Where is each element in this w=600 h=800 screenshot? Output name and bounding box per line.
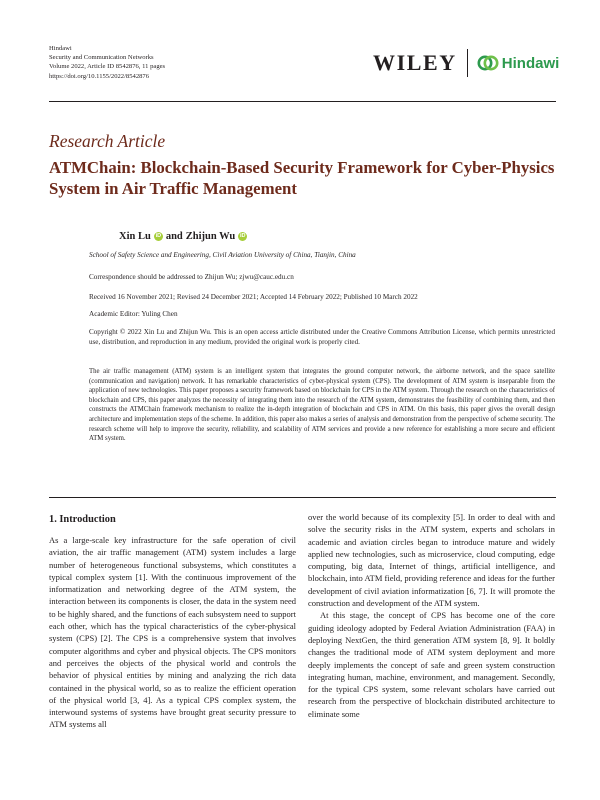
article-type: Research Article xyxy=(49,131,166,151)
section-heading: 1. Introduction xyxy=(49,514,116,525)
journal-name: Security and Communication Networks xyxy=(49,54,154,62)
doi-link[interactable]: https://doi.org/10.1155/2022/8542876 xyxy=(49,72,150,80)
academic-editor: Academic Editor: Yuling Chen xyxy=(89,310,178,318)
body-paragraph: As a large-scale key infrastructure for the safe operation of civil aviation, the air traffic management (ATM) system includes a large number of heterogeneous functional subsystems, which constitutes a typical complex system [1]. With the continuous improvement of the informatization and networking degree of the ATM system, the interaction between its components is closer, the data in the system need to be highly shared, and the functions of each subsystem need to support each other, which has the typical characteristics of the cyber-physical system (CPS) [2]. The CPS is a comprehensive system that involves computer algorithms and cyber and physical objects. The CPS monitors and perceives the objects of the physical world and controls the behavior of physical entities by mining and analyzing the rich data contained in the physical world, so as to realize the efficient operation of the physical world [3, 4]. As a typical CPS complex system, the interwound systems of systems have brought great security pressure to ATM systems all xyxy=(49,535,296,730)
wiley-logo: WILEY xyxy=(373,50,457,75)
author-list xyxy=(119,231,250,242)
left-column xyxy=(49,534,296,731)
hindawi-logo-text: Hindawi xyxy=(501,54,560,72)
correspondence: Correspondence should be addressed to Zhijun Wu; zjwu@cauc.edu.cn xyxy=(89,273,294,281)
body-paragraph: over the world because of its complexity [5]. In order to deal with and solve the security risks in the ATM system, experts and scholars in academic and aviation circles began to introduce mature and widely applied new technologies, such as microservice, cloud computing, edge computing, big data, Internet of things, artificial intelligence, and blockchain, into ATM field, providing reference and ideas for the further development of civil aviation informatization [6, 7]. It will promote the construction and development of the ATM system. xyxy=(308,512,555,609)
affiliation: School of Safety Science and Engineering, Civil Aviation University of China, Tianjin, China xyxy=(89,251,356,259)
abstract-rule xyxy=(49,497,556,498)
publisher-name: Hindawi xyxy=(49,45,72,52)
header-rule xyxy=(49,101,556,102)
author-conjunction: and xyxy=(165,231,183,242)
hindawi-logo-icon xyxy=(477,52,499,74)
header-meta xyxy=(49,44,165,81)
article-title: ATMChain: Blockchain-Based Security Framework for Cyber-Physics System in Air Traffic Management xyxy=(49,158,555,198)
abstract: The air traffic management (ATM) system is an intelligent system that integrates the ground computer network, the airborne network, and the space satellite (communication and navigation) network. It has remarkable characteristics of cyber-physical system (CPS). The development of ATM system is inseparable from the application of new technologies. This paper proposes a security framework based on blockchain for CPS in the ATM system. Through the research on the characteristics of blockchain and CPS, this paper analyzes the necessity of integrating them into the research of the ATM system, demonstrates the feasibility of combining them, and then constructs the ATMChain framework mechanism to realize the in-depth integration of blockchain and CPS in ATM. On this basis, this paper gives the overall design architecture and implementation steps of the scheme. In addition, this paper also makes a series of analysis and demonstration from the perspective of scheme security. The research scheme will help to improve the security, reliability, and scalability of ATM services and provide a new reference for establishing a more secure and efficient ATM system. xyxy=(89,368,556,443)
logo-divider xyxy=(467,49,468,77)
volume-info: Volume 2022, Article ID 8542876, 11 pages xyxy=(49,63,166,71)
right-column xyxy=(308,511,555,720)
body-paragraph: At this stage, the concept of CPS has become one of the core guiding ideology adopted by Federal Aviation Administration (FAA) in deploying NextGen, the third generation ATM system [8, 9]. It boldly changes the traditional mode of ATM system deployment and more deeply implements the concept of safe and green system construction integrating human, machine, environment, and management. Secondly, for the typical CPS system, some relevant scholars have carried out research from the perspective of blockchain distributed architecture to eliminate some xyxy=(308,610,555,719)
publisher-logos xyxy=(373,47,559,79)
author-name: Zhijun Wu xyxy=(185,231,236,242)
orcid-icon[interactable]: iD xyxy=(155,233,162,239)
publication-dates: Received 16 November 2021; Revised 24 December 2021; Accepted 14 February 2022; Published 10 March 2022 xyxy=(89,293,418,301)
copyright-notice: Copyright © 2022 Xin Lu and Zhijun Wu. This is an open access article distributed under the Creative Commons Attribution License, which permits unrestricted use, distribution, and reproduction in any medium, provided the original work is properly cited. xyxy=(89,328,555,347)
author-name: Xin Lu xyxy=(119,231,151,242)
orcid-icon[interactable]: iD xyxy=(240,233,246,239)
